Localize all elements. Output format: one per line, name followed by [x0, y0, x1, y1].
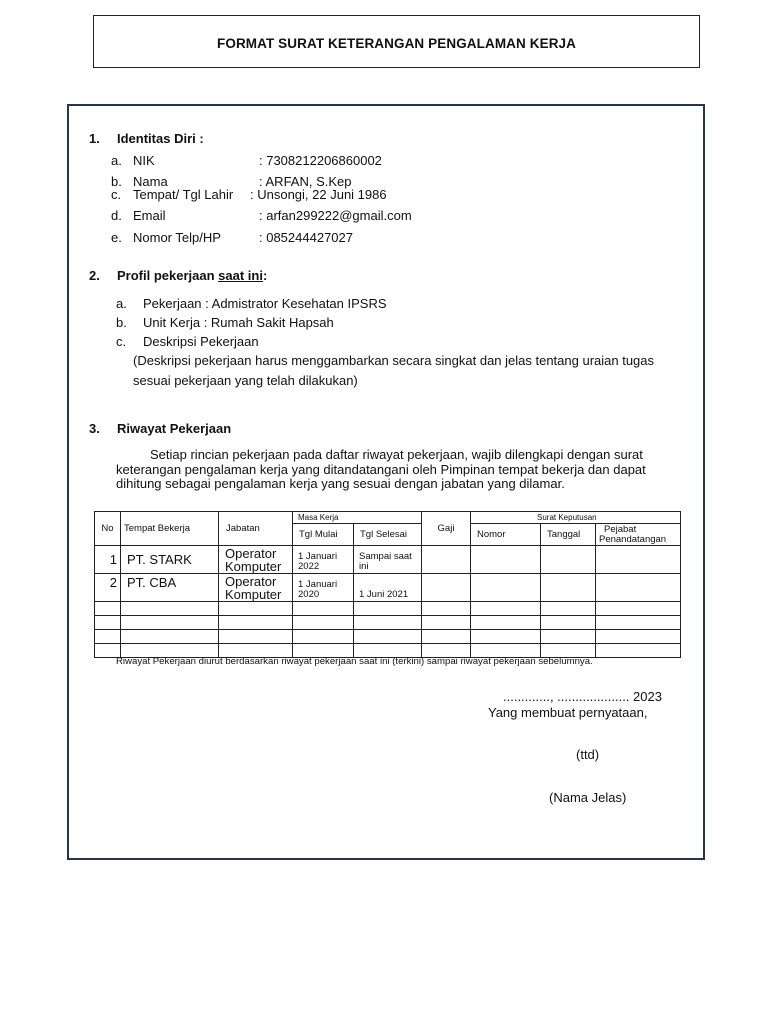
identity-label-nama: Nama: [133, 174, 168, 189]
identity-label-telp: Nomor Telp/HP: [133, 230, 221, 245]
identity-value-telp: : 085244427027: [259, 230, 353, 245]
row2-selesai-line2: 1 Juni 2021: [359, 589, 409, 600]
profile-letter-a: a.: [116, 296, 127, 311]
table-header-row-top: [95, 512, 681, 524]
profile-item-pekerjaan: Pekerjaan : Admistrator Kesehatan IPSRS: [143, 296, 387, 311]
signature-name: (Nama Jelas): [549, 790, 627, 805]
row2-tanggal: [541, 574, 596, 602]
section2-number: 2.: [89, 268, 100, 283]
profile-letter-c: c.: [116, 334, 127, 349]
identity-letter-a: a.: [111, 153, 122, 168]
section3-number: 3.: [89, 421, 100, 436]
identity-value-nik: : 7308212206860002: [259, 153, 382, 168]
header-tempat: Tempat Bekerja: [121, 512, 219, 546]
row1-jabatan-line2: Komputer: [225, 558, 282, 574]
header-nomor: Nomor: [471, 524, 541, 546]
identity-value-email: : arfan299222@gmail.com: [259, 208, 412, 223]
row1-nomor: [471, 546, 541, 574]
table-row-empty: [95, 602, 681, 616]
section2-heading-suffix: :: [262, 268, 268, 283]
identity-value-ttl: : Unsongi, 22 Juni 1986: [250, 187, 387, 202]
row1-tempat: PT. STARK: [121, 546, 219, 574]
profile-item-deskripsi: Deskripsi Pekerjaan: [143, 334, 259, 349]
header-pejabat: [596, 524, 681, 546]
section3-heading: Riwayat Pekerjaan: [117, 421, 232, 436]
header-tgl-selesai: Tgl Selesai: [354, 524, 422, 546]
identity-label-ttl: Tempat/ Tgl Lahir: [133, 187, 234, 202]
header-no: No: [95, 512, 121, 546]
header-masa-kerja: Masa Kerja: [293, 512, 422, 524]
row2-selesai: [354, 574, 422, 602]
row2-jabatan-line1: Operator: [225, 573, 277, 589]
row1-pejabat: [596, 546, 681, 574]
document-title: FORMAT SURAT KETERANGAN PENGALAMAN KERJA: [217, 36, 576, 51]
signature-ttd: (ttd): [576, 747, 600, 762]
row2-tempat: PT. CBA: [121, 574, 219, 602]
row2-jabatan: [219, 574, 293, 602]
row2-mulai-line2: 2020: [298, 589, 320, 600]
row2-jabatan-line2: Komputer: [225, 586, 282, 602]
header-pejabat-line1: Pejabat: [604, 523, 637, 535]
section2-heading-underlined: saat ini: [218, 268, 263, 283]
row2-pejabat: [596, 574, 681, 602]
table-note: Riwayat Pekerjaan diurut berdasarkan riwayat pekerjaan saat ini (terkini) sampai riwayat pekerjaan sebelumnya.: [116, 656, 593, 667]
history-paragraph-line3: dihitung sebagai pengalaman kerja yang sesuai dengan jabatan yang dilamar.: [116, 476, 565, 491]
history-paragraph-line1: Setiap rincian pekerjaan pada daftar riwayat pekerjaan, wajib dilengkapi dengan surat: [150, 447, 643, 462]
title-box: [93, 15, 700, 68]
row2-mulai: [293, 574, 354, 602]
profile-description-line1: (Deskripsi pekerjaan harus menggambarkan secara singkat dan jelas tentang uraian tugas: [133, 353, 655, 368]
signature-place-date: ............., .................... 2023: [503, 689, 662, 704]
identity-letter-b: b.: [111, 174, 122, 189]
table-row: [95, 546, 681, 574]
table-row-empty: [95, 630, 681, 644]
row1-mulai: [293, 546, 354, 574]
section2-heading-prefix: Profil pekerjaan: [117, 268, 219, 283]
history-table: [94, 511, 681, 658]
identity-letter-d: d.: [111, 208, 122, 223]
row2-nomor: [471, 574, 541, 602]
row1-selesai: [354, 546, 422, 574]
row1-jabatan: [219, 546, 293, 574]
row1-mulai-line1: 1 Januari: [298, 551, 338, 562]
identity-letter-e: e.: [111, 230, 122, 245]
row1-no: 1: [95, 546, 121, 574]
identity-letter-c: c.: [111, 187, 122, 202]
row2-mulai-line1: 1 Januari: [298, 579, 338, 590]
table-row: [95, 574, 681, 602]
row1-selesai-line1: Sampai saat: [359, 551, 412, 562]
header-tgl-mulai: Tgl Mulai: [293, 524, 354, 546]
header-tanggal: Tanggal: [541, 524, 596, 546]
row1-gaji: [422, 546, 471, 574]
section1-heading: Identitas Diri :: [117, 131, 204, 146]
header-pejabat-line2: Penandatangan: [599, 533, 667, 545]
row1-tanggal: [541, 546, 596, 574]
identity-label-email: Email: [133, 208, 166, 223]
profile-description-line2: sesuai pekerjaan yang telah dilakukan): [133, 373, 358, 388]
row2-no: 2: [95, 574, 121, 602]
table-row-empty: [95, 616, 681, 630]
identity-value-nama: : ARFAN, S.Kep: [259, 174, 352, 189]
section1-number: 1.: [89, 131, 100, 146]
header-gaji: Gaji: [422, 512, 471, 546]
section2-heading: [117, 268, 267, 284]
history-paragraph-line2: keterangan pengalaman kerja yang ditandatangani oleh Pimpinan tempat bekerja dan dapat: [116, 462, 646, 477]
identity-label-nik: NIK: [133, 153, 155, 168]
header-surat-keputusan: Surat Keputusan: [471, 512, 681, 524]
signature-statement: Yang membuat pernyataan,: [488, 705, 648, 720]
row1-mulai-line2: 2022: [298, 561, 320, 572]
profile-letter-b: b.: [116, 315, 127, 330]
profile-item-unit: Unit Kerja : Rumah Sakit Hapsah: [143, 315, 334, 330]
header-jabatan: Jabatan: [219, 512, 293, 546]
row1-selesai-line2: ini: [359, 561, 369, 572]
row2-gaji: [422, 574, 471, 602]
row1-jabatan-line1: Operator: [225, 545, 277, 561]
